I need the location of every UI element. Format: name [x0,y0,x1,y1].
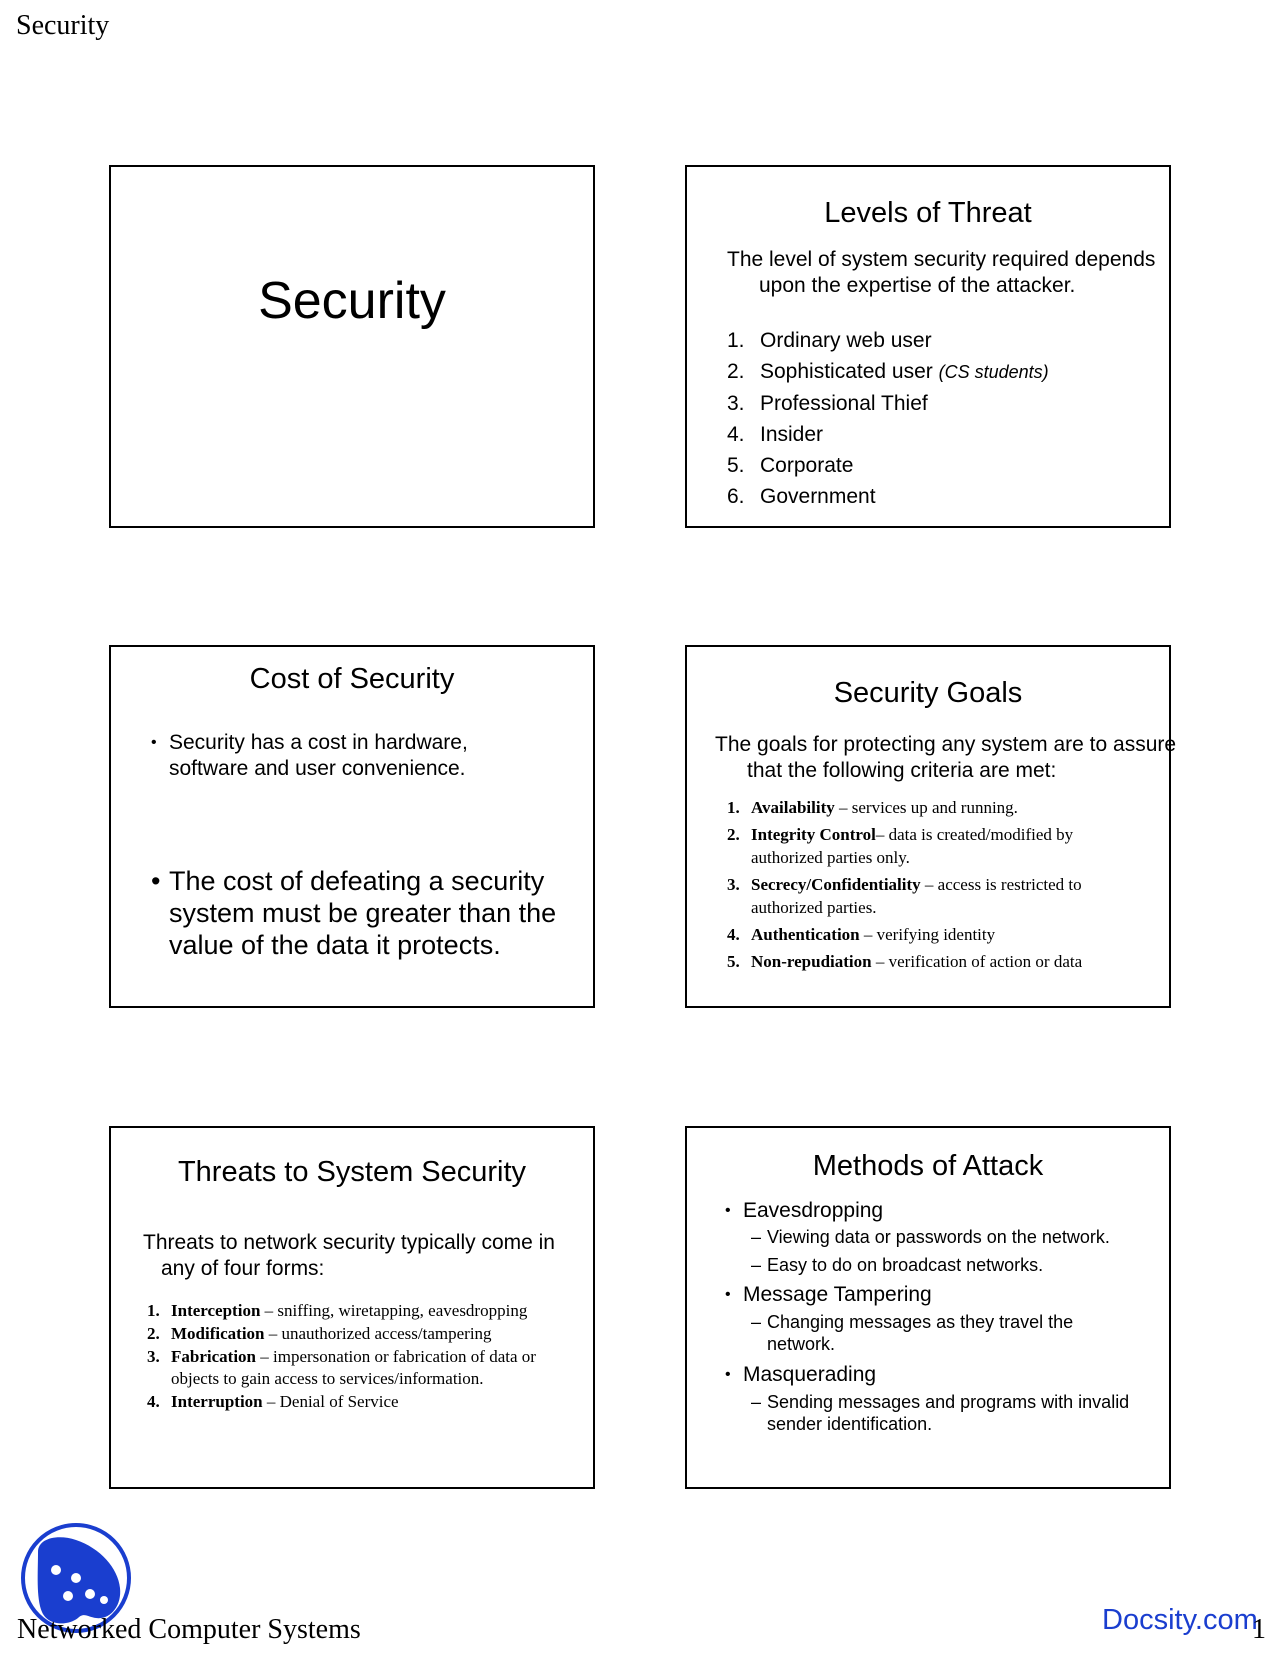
slide-threats [109,1126,595,1489]
list-item-note: (CS students) [938,362,1049,382]
list-item: 3. Secrecy/Confidentiality – access is restricted to authorized parties. [727,875,1082,917]
sub-item: – Easy to do on broadcast networks. [751,1255,1044,1275]
list-item: • Eavesdropping [725,1199,884,1222]
slide-levels-of-threat [685,165,1171,528]
list-item: 6. Government [727,485,876,508]
cost-bullet-1: • Security has a cost in hardware, software and user convenience. [151,731,468,780]
list-item: 4. Insider [727,423,824,446]
threats-intro: Threats to network security typically come in any of four forms: [143,1231,555,1280]
slide-heading: Methods of Attack [812,1150,1044,1182]
running-header: Security [16,10,110,41]
goals-intro: The goals for protecting any system are to assure that the following criteria are met: [715,733,1177,782]
list-item: 1. Ordinary web user [727,329,932,352]
slide-heading: Security Goals [833,677,1023,709]
list-item: 5. Non-repudiation – verification of action or data [727,952,1083,971]
methods-list [725,1198,1145,1435]
slide-title-security [109,165,595,528]
threats-list [147,1300,572,1414]
docsity-watermark[interactable]: Docsity.com [1102,1604,1258,1636]
list-item: 2. Integrity Control– data is created/modified by authorized parties only. [727,825,1074,867]
sub-item: – Sending messages and programs with invalid sender identification. [751,1392,1130,1434]
list-item: 2. Modification – unauthorized access/tampering [147,1324,492,1343]
list-item: 4. Interruption – Denial of Service [147,1392,399,1411]
levels-intro: The level of system security required depends upon the expertise of the attacker. [727,248,1156,297]
goals-list [727,796,1139,977]
running-footer: Networked Computer Systems [17,1614,361,1645]
sub-item: – Viewing data or passwords on the network. [751,1227,1110,1247]
page-number: 1 [1252,1614,1266,1645]
slide-heading: Levels of Threat [824,197,1032,229]
slide-methods-of-attack [685,1126,1171,1489]
sub-item: – Changing messages as they travel the network. [751,1312,1074,1354]
list-item: 5. Corporate [727,454,854,477]
slide-heading: Cost of Security [249,663,455,695]
slide-heading: Threats to System Security [177,1156,527,1188]
list-item: 1. Interception – sniffing, wiretapping, eavesdropping [147,1301,528,1320]
levels-list [727,325,1147,512]
list-item: • Message Tampering [725,1283,932,1306]
list-item: 4. Authentication – verifying identity [727,925,996,944]
list-item: 3. Professional Thief [727,392,928,415]
list-item: 1. Availability – services up and running. [727,798,1018,817]
slide-cost-of-security [109,645,595,1008]
list-item: 2. Sophisticated user (CS students) [727,360,1049,383]
cost-bullet-2: • The cost of defeating a security system must be greater than the value of the data it protects. [151,866,557,960]
slide-security-goals [685,645,1177,1008]
slide-title: Security [258,272,446,330]
list-item: • Masquerading [725,1363,877,1386]
list-item: 3. Fabrication – impersonation or fabrication of data or objects to gain access to services/information. [147,1347,536,1388]
